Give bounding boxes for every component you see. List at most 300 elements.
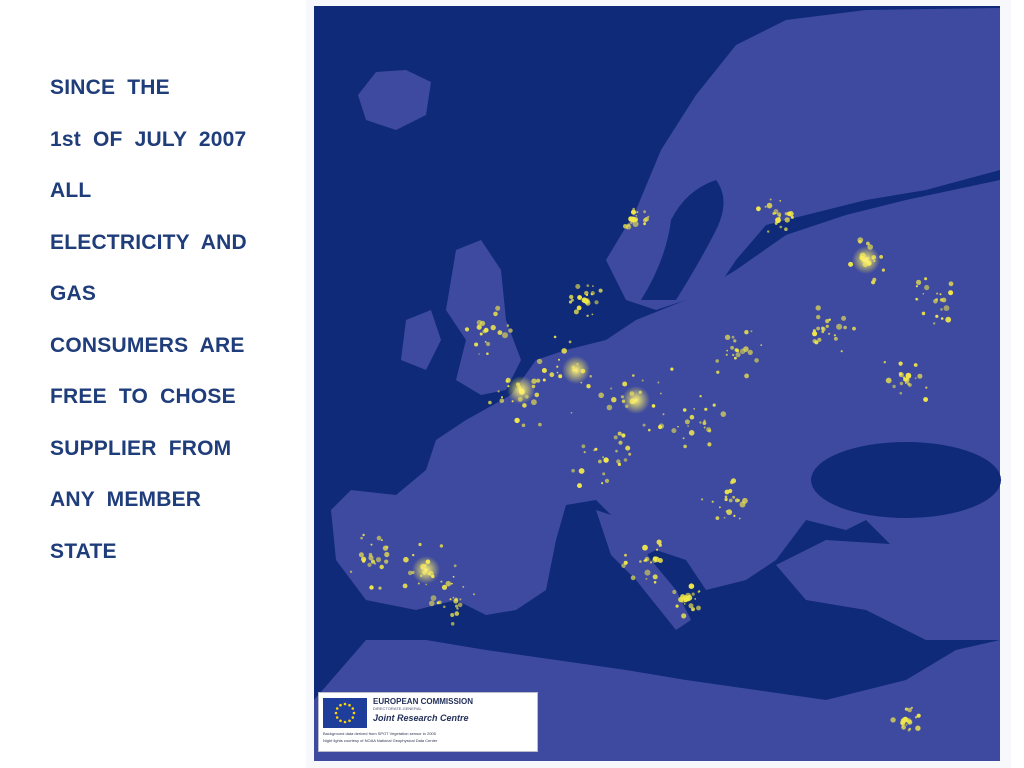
city-light [459,598,461,600]
city-light [733,339,736,342]
city-light [756,206,761,211]
city-light [917,374,922,379]
city-light [431,595,437,601]
city-light [657,540,662,545]
city-light [403,584,408,589]
eu-flag-star [353,712,356,715]
city-light [455,605,458,608]
city-light [501,396,503,398]
city-light [698,591,700,593]
city-light [922,312,926,316]
city-glow [852,246,880,274]
city-light [586,384,590,388]
city-light [446,581,452,587]
city-light [631,575,636,580]
city-light [621,433,625,437]
eu-flag-star [348,720,351,723]
city-light [575,284,580,289]
city-light [628,453,631,456]
city-light [683,408,687,412]
city-light [362,559,366,563]
city-light [594,448,597,451]
city-light [657,382,659,384]
city-light [350,571,352,573]
city-light [901,725,906,730]
city-light [477,325,482,330]
city-light [654,581,657,584]
city-light [369,585,373,589]
city-light [884,361,886,363]
city-light [652,404,656,408]
city-light [631,210,636,215]
city-light [687,425,689,427]
city-light [733,515,735,517]
city-light [725,335,730,340]
city-light [834,337,838,341]
city-light [716,371,719,374]
city-light [403,557,409,563]
logo-credit-1: Background data derived from SPOT Vegetation sensor in 2005 [323,731,436,736]
city-light [908,383,912,387]
city-light [916,298,919,301]
city-light [683,437,685,439]
city-light [645,578,647,580]
city-light [380,565,384,569]
city-light [915,726,920,731]
city-light [813,339,817,343]
city-light [359,552,364,557]
city-light [693,408,695,410]
city-light [736,349,739,352]
city-light [569,295,573,299]
city-light [486,352,489,355]
city-light [683,445,687,449]
city-light [694,598,696,600]
city-light [685,599,687,601]
city-light [716,516,720,520]
city-light [558,374,562,378]
city-light [725,490,730,495]
city-light [622,382,627,387]
city-light [905,724,907,726]
city-light [429,601,435,607]
city-light [418,583,420,585]
city-light [726,354,728,356]
city-light [611,397,616,402]
city-light [882,269,885,272]
city-light [689,583,695,589]
city-light [843,326,847,330]
city-light [736,352,741,357]
city-light [677,426,679,428]
city-light [933,299,938,304]
city-light [537,359,542,364]
city-light [732,496,735,499]
city-light [454,564,457,567]
city-light [598,460,602,464]
city-light [486,342,490,346]
city-light [598,393,604,399]
city-light [706,427,711,432]
city-light [591,291,595,295]
city-light [704,408,707,411]
city-light [732,336,735,339]
city-light [412,554,414,556]
city-light [785,212,788,215]
city-light [689,603,694,608]
city-light [453,597,455,599]
city-light [903,376,905,378]
eu-flag-star [352,716,355,719]
city-light [923,293,925,295]
city-light [451,622,455,626]
city-light [602,472,605,475]
eu-flag-star [335,712,338,715]
eu-flag-star [352,707,355,710]
slide-text [50,62,290,577]
city-light [615,450,618,453]
city-light [636,211,638,213]
logo-org: EUROPEAN COMMISSION [373,697,474,706]
city-light [905,719,909,723]
city-light [890,717,895,722]
city-light [765,206,767,208]
city-light [725,496,728,499]
city-light [779,226,782,229]
city-light [726,509,732,515]
city-light [730,481,734,485]
city-light [775,217,781,223]
city-light [522,424,526,428]
city-light [418,543,421,546]
city-light [624,554,627,557]
city-light [892,385,895,388]
city-light [453,576,455,578]
city-light [586,315,588,317]
city-light [699,421,701,423]
city-light [586,294,588,296]
city-light [685,419,690,424]
city-light [841,316,846,321]
city-light [381,539,383,541]
city-light [362,534,364,536]
city-light [542,368,547,373]
city-light [630,217,636,223]
city-light [488,401,492,405]
city-light [940,293,942,295]
logo-credit-2: Night lights courtesy of NOAA National Geophysical Data Center [323,738,438,743]
city-light [949,281,954,286]
city-light [935,315,938,318]
city-light [607,405,613,411]
city-light [491,325,496,330]
eu-flag-icon [323,698,367,728]
city-light [734,357,737,360]
city-light [643,222,646,225]
city-light [914,363,918,367]
city-light [614,435,618,439]
city-light [899,372,904,377]
city-light [618,432,622,436]
city-light [690,415,695,420]
city-light [369,553,373,557]
city-light [616,459,620,463]
city-light [936,293,938,295]
city-light [684,603,686,605]
city-light [438,601,442,605]
city-light [767,203,773,209]
city-light [625,446,630,451]
logo-subline: DIRECTORATE-GENERAL [373,706,422,711]
city-light [825,319,829,323]
city-light [531,399,537,405]
city-light [692,593,695,596]
city-light [916,280,921,285]
city-light [498,390,500,392]
city-light [455,611,460,616]
city-light [721,411,727,417]
city-light [378,587,381,590]
city-light [453,599,458,604]
city-light [571,469,575,473]
city-light [775,213,777,215]
city-light [663,413,665,415]
city-light [915,377,917,379]
city-light [676,605,679,608]
city-light [602,456,604,458]
city-light [704,427,706,429]
city-light [836,324,842,330]
city-light [558,359,560,361]
city-light [816,305,821,310]
city-light [538,423,542,427]
city-light [450,613,454,617]
city-light [569,300,572,303]
city-light [643,210,646,213]
city-light [624,458,628,462]
city-light [724,517,726,519]
eu-flag-star [336,716,339,719]
city-light [886,378,892,384]
city-light [556,366,558,368]
city-light [779,200,781,202]
city-light [905,382,907,384]
city-light [770,199,772,201]
city-light [508,328,512,332]
city-light [577,306,582,311]
city-light [443,606,446,609]
text-line-2: 1st OF JULY 2007 [50,127,247,151]
city-light [788,211,794,217]
city-light [642,545,648,551]
city-light [713,404,716,407]
city-light [582,444,586,448]
city-light [748,350,753,355]
city-light [858,240,862,244]
city-light [653,574,658,579]
city-light [924,277,927,280]
city-light [699,395,701,397]
city-light [925,387,927,389]
city-light [813,329,816,332]
city-light [485,329,488,332]
city-light [906,373,912,379]
text-line-9: ANY MEMBER [50,488,202,511]
city-light [473,593,475,595]
eu-flag-star [339,704,342,707]
city-light [458,603,463,608]
city-light [376,557,381,562]
city-light [644,217,649,222]
city-light [543,379,546,382]
city-light [841,350,843,352]
city-light [621,564,625,568]
city-light [852,327,856,331]
city-light [605,479,609,483]
city-light [535,393,540,398]
city-glow [507,376,535,404]
city-light [594,300,598,304]
city-light [915,716,917,718]
city-light [440,544,443,547]
city-light [648,429,651,432]
city-light [599,289,603,293]
city-light [643,424,646,427]
city-light [500,398,505,403]
city-light [821,327,825,331]
eu-flag-star [344,721,347,724]
text-line-1: SINCE THE [50,76,170,99]
city-light [817,338,821,342]
city-light [371,544,373,546]
city-light [589,375,592,378]
city-light [610,388,612,390]
city-light [760,344,762,346]
city-light [941,317,944,320]
city-light [636,215,638,217]
map-image [306,0,1011,768]
city-light [744,374,749,379]
city-light [785,217,790,222]
city-light [716,359,719,362]
city-light [584,451,586,453]
city-light [478,353,480,355]
city-light [642,380,644,382]
city-light [514,418,519,423]
jrc-logo [318,692,538,752]
city-light [451,583,453,585]
city-light [577,483,582,488]
city-light [739,518,741,520]
city-light [569,341,572,344]
city-light [784,227,788,231]
text-line-4: ELECTRICITY AND [50,230,247,254]
city-light [480,333,483,336]
city-light [571,412,573,414]
city-light [696,606,701,611]
city-light [632,374,635,377]
city-light [719,506,721,508]
city-light [377,536,382,541]
city-light [945,317,951,323]
city-light [816,327,820,331]
city-light [735,498,739,502]
city-light [754,358,759,363]
city-light [924,285,929,290]
city-light [450,598,452,600]
city-light [672,590,676,594]
city-light [456,607,458,609]
city-light [554,336,557,339]
city-light [495,306,500,311]
eu-flag-star [339,720,342,723]
city-light [574,309,579,314]
city-light [826,325,829,328]
city-light [744,330,748,334]
text-line-10: STATE [50,539,117,563]
city-light [916,285,918,287]
text-line-6: CONSUMERS ARE [50,333,245,357]
city-light [726,350,728,352]
city-light [834,334,836,336]
city-light [585,298,590,303]
city-glow [622,386,650,414]
city-light [750,330,752,332]
text-line-8: SUPPLIER FROM [50,436,232,460]
city-light [507,324,510,327]
city-light [549,372,554,377]
city-light [654,557,660,563]
city-light [692,609,694,611]
city-light [645,570,651,576]
city-light [940,308,943,311]
city-light [899,362,903,366]
city-light [384,552,389,557]
city-light [923,397,928,402]
city-light [465,327,469,331]
europe-night-lights-map [306,0,1011,768]
city-light [900,392,903,395]
city-light [618,441,622,445]
city-light [681,613,686,618]
city-light [660,393,662,395]
city-light [729,499,733,503]
city-light [900,382,903,385]
city-glow [562,356,590,384]
city-light [498,330,503,335]
eu-flag-star [348,704,351,707]
city-light [557,372,559,374]
city-light [908,729,911,732]
city-light [603,457,608,462]
text-line-3: ALL [50,179,92,202]
city-light [689,430,695,436]
city-light [712,501,714,503]
city-light [767,230,769,232]
city-light [942,298,947,303]
city-light [579,468,585,474]
logo-centre: Joint Research Centre [373,713,469,723]
city-light [646,559,648,561]
city-light [462,586,464,588]
text-line-5: GAS [50,282,97,305]
city-light [686,595,692,601]
city-light [740,502,746,508]
city-light [440,581,442,583]
city-glow [412,556,440,584]
city-light [360,537,363,540]
city-light [703,421,707,425]
